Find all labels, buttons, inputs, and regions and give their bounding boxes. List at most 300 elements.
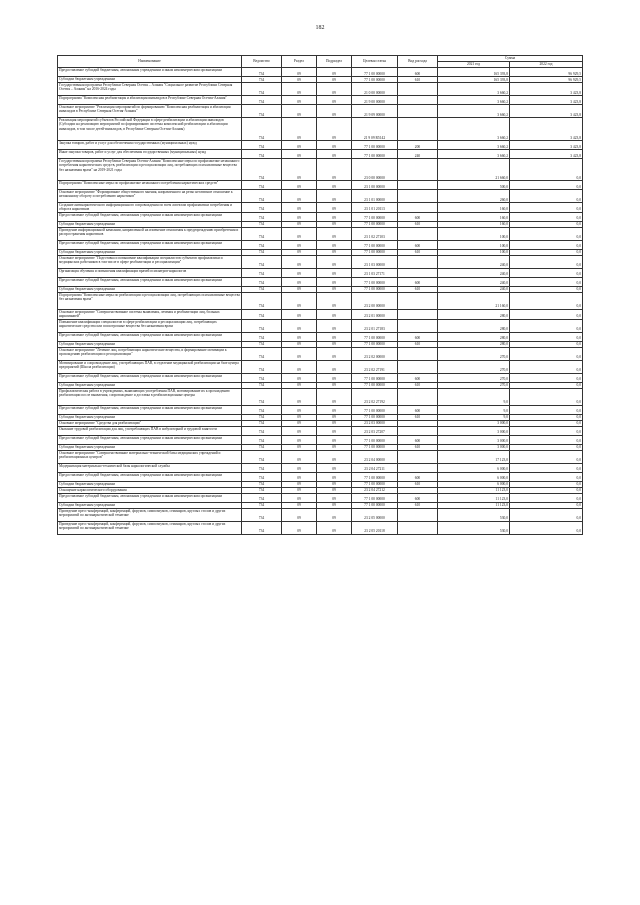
row-expense-type: 240 — [398, 150, 438, 159]
row-name: Иные закупки товаров, работ и услуг для обеспечения государственных (муниципальных) нужд — [58, 150, 242, 159]
row-section: 09 — [282, 286, 317, 292]
row-section: 09 — [282, 227, 317, 240]
row-sum-year-1: 530,0 — [438, 521, 510, 534]
row-sum-year-2: 0,0 — [510, 420, 583, 426]
row-subsection: 09 — [317, 159, 352, 181]
row-section: 09 — [282, 502, 317, 508]
row-name: Оказание трудовой реабилитации для лиц, употребляющих ПАВ в амбулаторной и трудовой занятости — [58, 426, 242, 435]
row-subsection: 09 — [317, 203, 352, 213]
row-subsection: 09 — [317, 382, 352, 388]
row-section: 09 — [282, 77, 317, 83]
row-name: Предоставление субсидий бюджетным, автономным учреждениям и иным некоммерческим организациям — [58, 277, 242, 286]
row-ministry: 734 — [242, 255, 282, 268]
row-sum-year-1: 11 123,0 — [438, 493, 510, 502]
row-target-article: 23 2 03 00000 — [352, 420, 398, 426]
row-name: Государственная программа Республики Северная Осетия-Алания "Комплексные меры по профилактике незаконного потребления наркотических средств, реабилитации и ресоциализации лиц, потребляющих психоактивные вещества без назначения врача" на 2019-2021 годы — [58, 159, 242, 181]
row-ministry: 734 — [242, 341, 282, 347]
row-sum-year-1: 3 660,2 — [438, 150, 510, 159]
row-sum-year-1: 3 000,0 — [438, 426, 510, 435]
row-target-article: 77 1 00 00000 — [352, 341, 398, 347]
row-target-article: 77 1 00 00000 — [352, 249, 398, 255]
row-expense-type — [398, 360, 438, 373]
row-name: Предоставление субсидий бюджетным, автономным учреждениям и иным некоммерческим организациям — [58, 68, 242, 77]
row-subsection: 09 — [317, 286, 352, 292]
row-sum-year-1: 9,0 — [438, 414, 510, 420]
row-name: Предоставление субсидий бюджетным, автономным учреждениям и иным некоммерческим организациям — [58, 240, 242, 249]
row-section: 09 — [282, 221, 317, 227]
row-target-article: 23 2 02 27192 — [352, 388, 398, 405]
row-ministry: 734 — [242, 508, 282, 521]
row-ministry: 734 — [242, 221, 282, 227]
row-expense-type: 600 — [398, 435, 438, 444]
row-sum-year-1: 270,0 — [438, 382, 510, 388]
row-section: 09 — [282, 472, 317, 481]
row-subsection: 09 — [317, 68, 352, 77]
row-sum-year-2: 0,0 — [510, 341, 583, 347]
row-sum-year-2: 0,0 — [510, 227, 583, 240]
row-sum-year-2: 0,0 — [510, 450, 583, 463]
table-row — [58, 332, 583, 341]
row-expense-type: 600 — [398, 493, 438, 502]
row-target-article: 77 1 00 00000 — [352, 77, 398, 83]
row-expense-type: 600 — [398, 472, 438, 481]
row-expense-type — [398, 159, 438, 181]
row-sum-year-1: 9,0 — [438, 405, 510, 414]
row-section: 09 — [282, 309, 317, 319]
row-section: 09 — [282, 118, 317, 141]
row-subsection: 09 — [317, 292, 352, 309]
row-section: 09 — [282, 203, 317, 213]
row-subsection: 09 — [317, 472, 352, 481]
row-name: Предоставление субсидий бюджетным, автономным учреждениям и иным некоммерческим организациям — [58, 332, 242, 341]
row-sum-year-1: 21 160,0 — [438, 292, 510, 309]
row-name: Основное мероприятие "Формирование общественного мнения, направленного на резко негативное отношение к незаконному обороту и потреблению наркотиков" — [58, 190, 242, 203]
row-sum-year-2: 0,0 — [510, 309, 583, 319]
row-section: 09 — [282, 388, 317, 405]
row-expense-type — [398, 255, 438, 268]
row-expense-type: 600 — [398, 212, 438, 221]
table-row — [58, 347, 583, 360]
row-target-article: 23 2 05 20118 — [352, 521, 398, 534]
row-target-article: 77 1 00 00000 — [352, 405, 398, 414]
row-subsection: 09 — [317, 118, 352, 141]
row-sum-year-2: 3 423,8 — [510, 150, 583, 159]
table-row — [58, 181, 583, 190]
row-subsection: 09 — [317, 405, 352, 414]
table-row — [58, 190, 583, 203]
row-section: 09 — [282, 405, 317, 414]
row-subsection: 09 — [317, 319, 352, 332]
table-row — [58, 141, 583, 150]
row-target-article: 23 1 01 00000 — [352, 190, 398, 203]
row-name: Основное мероприятие "Средства для реабилитации" — [58, 420, 242, 426]
row-sum-year-2: 0,0 — [510, 292, 583, 309]
row-sum-year-2: 0,0 — [510, 159, 583, 181]
row-section: 09 — [282, 96, 317, 105]
row-name: Подпрограмма "Комплексные меры по профилактике незаконного потребления наркотических средств" — [58, 181, 242, 190]
row-expense-type: 610 — [398, 414, 438, 420]
row-target-article: 23 2 02 27191 — [352, 360, 398, 373]
table-row — [58, 227, 583, 240]
row-expense-type — [398, 190, 438, 203]
row-sum-year-2: 0,0 — [510, 508, 583, 521]
row-ministry: 734 — [242, 426, 282, 435]
row-name: Подпрограмма "Комплексная реабилитация и абилитация инвалидов в Республике Северная Осетия-Алания" — [58, 96, 242, 105]
row-subsection: 09 — [317, 309, 352, 319]
row-section: 09 — [282, 347, 317, 360]
header-expense-type: Вид расхода — [398, 56, 438, 68]
row-name: Субсидии бюджетным учреждениям — [58, 286, 242, 292]
row-target-article: 77 1 00 00000 — [352, 277, 398, 286]
row-target-article: 23 1 03 27171 — [352, 268, 398, 277]
row-section: 09 — [282, 249, 317, 255]
row-section: 09 — [282, 341, 317, 347]
row-sum-year-1: 270,0 — [438, 360, 510, 373]
row-subsection: 09 — [317, 83, 352, 96]
row-name: Основное мероприятие "Реализация мероприятий по формированию "Комплексная реабилитация и абилитация инвалидов в Республике Северная Осетия-Алания" — [58, 105, 242, 118]
table-row — [58, 105, 583, 118]
row-target-article: 77 1 00 00000 — [352, 493, 398, 502]
row-ministry: 734 — [242, 414, 282, 420]
row-section: 09 — [282, 373, 317, 382]
row-target-article: 23 2 04 27211 — [352, 463, 398, 472]
row-expense-type — [398, 508, 438, 521]
row-target-article: 77 1 00 00000 — [352, 472, 398, 481]
row-section: 09 — [282, 212, 317, 221]
row-sum-year-2: 0,0 — [510, 382, 583, 388]
row-target-article: 77 1 00 00000 — [352, 373, 398, 382]
row-sum-year-1: 3 660,2 — [438, 105, 510, 118]
row-ministry: 734 — [242, 463, 282, 472]
row-name: Субсидии бюджетным учреждениям — [58, 221, 242, 227]
row-sum-year-2: 0,0 — [510, 414, 583, 420]
row-expense-type — [398, 203, 438, 213]
row-name: Реализация мероприятий субъектов Российской Федерации в сфере реабилитации и абилитации инвалидов (Субсидии на реализацию мероприятий по формированию системы комплексной реабилитации и абилитации инвалидов, в том числе детей-инвалидов, в Республике Северная Осетия-Алания) — [58, 118, 242, 141]
row-ministry: 734 — [242, 286, 282, 292]
table-row — [58, 508, 583, 521]
row-name: Основное мероприятие "Лечение лиц, потребляющих наркотические вещества, и формирование мотивации к прохождению реабилитации и ресоциализации" — [58, 347, 242, 360]
row-expense-type — [398, 268, 438, 277]
row-sum-year-1: 500,0 — [438, 181, 510, 190]
row-sum-year-2: 0,0 — [510, 493, 583, 502]
row-subsection: 09 — [317, 227, 352, 240]
row-sum-year-1: 270,0 — [438, 373, 510, 382]
row-target-article: 77 1 00 00000 — [352, 68, 398, 77]
row-sum-year-2: 0,0 — [510, 521, 583, 534]
row-subsection: 09 — [317, 141, 352, 150]
row-sum-year-2: 0,0 — [510, 255, 583, 268]
row-target-article: 23 2 02 00000 — [352, 347, 398, 360]
row-target-article: 77 1 00 00000 — [352, 382, 398, 388]
row-sum-year-1: 3 660,2 — [438, 141, 510, 150]
row-sum-year-2: 0,0 — [510, 286, 583, 292]
row-ministry: 734 — [242, 444, 282, 450]
row-target-article: 77 1 00 00000 — [352, 481, 398, 487]
row-expense-type: 610 — [398, 444, 438, 450]
row-target-article: 23 1 03 00000 — [352, 255, 398, 268]
row-subsection: 09 — [317, 341, 352, 347]
row-section: 09 — [282, 360, 317, 373]
row-section: 09 — [282, 190, 317, 203]
row-ministry: 734 — [242, 150, 282, 159]
row-ministry: 734 — [242, 435, 282, 444]
row-expense-type: 610 — [398, 221, 438, 227]
row-sum-year-2: 0,0 — [510, 319, 583, 332]
row-target-article: 23 2 05 00000 — [352, 508, 398, 521]
row-sum-year-1: 3 660,2 — [438, 118, 510, 141]
row-sum-year-2: 3 423,8 — [510, 118, 583, 141]
row-sum-year-2: 0,0 — [510, 332, 583, 341]
row-sum-year-1: 6 000,0 — [438, 463, 510, 472]
table-row — [58, 373, 583, 382]
row-name: Субсидии бюджетным учреждениям — [58, 341, 242, 347]
row-name: Повышение квалификации специалистов в сфере реабилитации и ресоциализации лиц, потребляющих наркотические средства или психотропные вещества без назначения врача — [58, 319, 242, 332]
row-sum-year-1: 240,0 — [438, 255, 510, 268]
row-sum-year-1: 165 393,8 — [438, 77, 510, 83]
row-section: 09 — [282, 426, 317, 435]
row-subsection: 09 — [317, 77, 352, 83]
table-row — [58, 472, 583, 481]
row-sum-year-1: 21 660,0 — [438, 159, 510, 181]
row-ministry: 734 — [242, 405, 282, 414]
row-target-article: 21 9 00 00000 — [352, 96, 398, 105]
row-target-article: 77 1 00 00000 — [352, 435, 398, 444]
row-sum-year-1: 160,0 — [438, 212, 510, 221]
row-ministry: 734 — [242, 240, 282, 249]
row-expense-type — [398, 181, 438, 190]
row-ministry: 734 — [242, 521, 282, 534]
row-ministry: 734 — [242, 212, 282, 221]
row-section: 09 — [282, 481, 317, 487]
header-ministry: Ведомство — [242, 56, 282, 68]
table-row — [58, 319, 583, 332]
row-section: 09 — [282, 414, 317, 420]
row-target-article: 23 2 00 00000 — [352, 292, 398, 309]
row-expense-type: 610 — [398, 286, 438, 292]
row-expense-type: 600 — [398, 68, 438, 77]
row-section: 09 — [282, 150, 317, 159]
row-subsection: 09 — [317, 373, 352, 382]
row-subsection: 09 — [317, 414, 352, 420]
row-subsection: 09 — [317, 190, 352, 203]
header-year-2: 2022 год — [510, 62, 583, 68]
row-ministry: 734 — [242, 319, 282, 332]
table-row — [58, 203, 583, 213]
row-target-article: 77 1 00 00000 — [352, 286, 398, 292]
header-sum: Сумма — [438, 56, 583, 62]
row-sum-year-2: 0,0 — [510, 373, 583, 382]
table-row — [58, 292, 583, 309]
row-sum-year-1: 6 000,0 — [438, 472, 510, 481]
row-sum-year-2: 0,0 — [510, 277, 583, 286]
row-section: 09 — [282, 493, 317, 502]
row-subsection: 09 — [317, 463, 352, 472]
row-name: Предоставление субсидий бюджетным, автономным учреждениям и иным некоммерческим организациям — [58, 472, 242, 481]
row-section: 09 — [282, 105, 317, 118]
table-row — [58, 521, 583, 534]
table-row — [58, 426, 583, 435]
row-subsection: 09 — [317, 181, 352, 190]
row-ministry: 734 — [242, 472, 282, 481]
row-name: Основное мероприятие "Совершенствование материально-технической базы медицинских учреждений и реабилитационных центров" — [58, 450, 242, 463]
row-name: Проведение пресс-конференций, конференций, форумов, симпозиумов, семинаров, круглых столов и других мероприятий по антинаркотической тематике — [58, 508, 242, 521]
row-section: 09 — [282, 382, 317, 388]
row-target-article: 77 1 00 00000 — [352, 221, 398, 227]
row-ministry: 734 — [242, 77, 282, 83]
row-ministry: 734 — [242, 181, 282, 190]
row-sum-year-2: 96 929,5 — [510, 68, 583, 77]
header-target-article: Целевая статья — [352, 56, 398, 68]
row-expense-type — [398, 96, 438, 105]
row-expense-type — [398, 309, 438, 319]
row-target-article: 23 2 04 00000 — [352, 450, 398, 463]
row-expense-type — [398, 426, 438, 435]
row-expense-type — [398, 105, 438, 118]
row-expense-type — [398, 118, 438, 141]
row-expense-type — [398, 292, 438, 309]
row-subsection: 09 — [317, 444, 352, 450]
row-target-article: 77 1 00 00000 — [352, 240, 398, 249]
row-sum-year-2: 0,0 — [510, 388, 583, 405]
row-ministry: 734 — [242, 332, 282, 341]
row-target-article: 77 1 00 00000 — [352, 444, 398, 450]
row-ministry: 734 — [242, 249, 282, 255]
row-section: 09 — [282, 332, 317, 341]
row-section: 09 — [282, 268, 317, 277]
row-sum-year-1: 280,0 — [438, 309, 510, 319]
row-subsection: 09 — [317, 388, 352, 405]
row-sum-year-2: 0,0 — [510, 435, 583, 444]
row-sum-year-2: 0,0 — [510, 463, 583, 472]
row-name: Субсидии бюджетным учреждениям — [58, 444, 242, 450]
row-expense-type: 610 — [398, 341, 438, 347]
row-target-article: 23 2 01 27183 — [352, 319, 398, 332]
row-name: Основное мероприятие "Подготовка и повышение квалификации специалистов субъектов профилактики и медицинских работников в том числе в сфере реабилитации и ресоциализации" — [58, 255, 242, 268]
row-subsection: 09 — [317, 360, 352, 373]
row-name: Субсидии бюджетным учреждениям — [58, 481, 242, 487]
row-expense-type: 600 — [398, 277, 438, 286]
row-ministry: 734 — [242, 502, 282, 508]
row-ministry: 734 — [242, 83, 282, 96]
row-sum-year-1: 100,0 — [438, 227, 510, 240]
row-expense-type: 600 — [398, 240, 438, 249]
row-section: 09 — [282, 521, 317, 534]
row-section: 09 — [282, 420, 317, 426]
row-subsection: 09 — [317, 240, 352, 249]
table-row — [58, 150, 583, 159]
row-sum-year-1: 530,0 — [438, 508, 510, 521]
row-section: 09 — [282, 508, 317, 521]
row-ministry: 734 — [242, 268, 282, 277]
table-row — [58, 68, 583, 77]
header-year-1: 2021 год — [438, 62, 510, 68]
row-section: 09 — [282, 255, 317, 268]
row-ministry: 734 — [242, 309, 282, 319]
row-sum-year-1: 240,0 — [438, 286, 510, 292]
row-sum-year-2: 0,0 — [510, 444, 583, 450]
row-sum-year-1: 100,0 — [438, 249, 510, 255]
row-ministry: 734 — [242, 481, 282, 487]
row-sum-year-1: 240,0 — [438, 268, 510, 277]
row-subsection: 09 — [317, 277, 352, 286]
row-sum-year-1: 165 393,8 — [438, 68, 510, 77]
row-target-article: 77 1 00 00000 — [352, 332, 398, 341]
row-subsection: 09 — [317, 521, 352, 534]
row-expense-type: 610 — [398, 249, 438, 255]
row-target-article: 21 0 00 00000 — [352, 83, 398, 96]
row-sum-year-2: 0,0 — [510, 347, 583, 360]
row-name: Государственная программа Республики Северная Осетия – Алания "Социальное развитие Республики Северная Осетия – Алания" на 2016-2024 годы — [58, 83, 242, 96]
row-name: Оснащение наркологического оборудования — [58, 487, 242, 493]
table-row — [58, 118, 583, 141]
row-sum-year-2: 0,0 — [510, 268, 583, 277]
row-section: 09 — [282, 240, 317, 249]
table-header — [58, 56, 583, 68]
row-sum-year-2: 0,0 — [510, 405, 583, 414]
row-subsection: 09 — [317, 493, 352, 502]
table-row — [58, 212, 583, 221]
table-row — [58, 255, 583, 268]
row-sum-year-1: 270,0 — [438, 347, 510, 360]
row-name: Мотивирование и сопровождение лиц, употребляющих ПАВ, в отделение медицинской реабилитации на базе центра предприятий (Школа реабилитации) — [58, 360, 242, 373]
table-row — [58, 435, 583, 444]
row-sum-year-1: 3 000,0 — [438, 444, 510, 450]
row-name: Профилактическая работа в учреждениях, выявляющих употребления ПАВ, мотивирование их к прохождению реабилитации после выявления, сопровождение и доставка в реабилитационные центры — [58, 388, 242, 405]
table-row — [58, 240, 583, 249]
table-row — [58, 277, 583, 286]
row-sum-year-2: 0,0 — [510, 221, 583, 227]
row-ministry: 734 — [242, 105, 282, 118]
row-name: Закупка товаров, работ и услуг для обеспечения государственных (муниципальных) нужд — [58, 141, 242, 150]
row-subsection: 09 — [317, 420, 352, 426]
row-ministry: 734 — [242, 373, 282, 382]
row-sum-year-1: 3 000,0 — [438, 435, 510, 444]
table-row — [58, 159, 583, 181]
row-name: Модернизация материально-технической базы наркологической службы — [58, 463, 242, 472]
row-name: Подпрограмма "Комплексные меры по реабилитации и ресоциализации лиц, потребляющих психоактивные вещества без назначения врача" — [58, 292, 242, 309]
row-ministry: 734 — [242, 118, 282, 141]
row-section: 09 — [282, 435, 317, 444]
row-sum-year-2: 3 423,8 — [510, 141, 583, 150]
row-name: Субсидии бюджетным учреждениям — [58, 382, 242, 388]
row-expense-type: 610 — [398, 502, 438, 508]
row-ministry: 734 — [242, 277, 282, 286]
row-name: Субсидии бюджетным учреждениям — [58, 502, 242, 508]
table-row — [58, 96, 583, 105]
row-section: 09 — [282, 487, 317, 493]
row-section: 09 — [282, 463, 317, 472]
row-name: Предоставление субсидий бюджетным, автономным учреждениям и иным некоммерческим организациям — [58, 405, 242, 414]
row-expense-type: 200 — [398, 141, 438, 150]
row-subsection: 09 — [317, 105, 352, 118]
row-ministry: 734 — [242, 159, 282, 181]
row-subsection: 09 — [317, 268, 352, 277]
table-body — [58, 68, 583, 535]
row-target-article: 23 2 01 00000 — [352, 309, 398, 319]
row-expense-type — [398, 388, 438, 405]
table-row — [58, 388, 583, 405]
row-ministry: 734 — [242, 203, 282, 213]
header-section: Раздел — [282, 56, 317, 68]
row-sum-year-2: 0,0 — [510, 472, 583, 481]
row-sum-year-2: 0,0 — [510, 240, 583, 249]
table-row — [58, 450, 583, 463]
row-expense-type: 600 — [398, 405, 438, 414]
row-sum-year-2: 0,0 — [510, 502, 583, 508]
row-expense-type: 610 — [398, 77, 438, 83]
row-sum-year-1: 280,0 — [438, 319, 510, 332]
row-name: Создание антинаркотического информационного сопровождения по всем аспектам профилактики потребления и оборота наркотиков — [58, 203, 242, 213]
